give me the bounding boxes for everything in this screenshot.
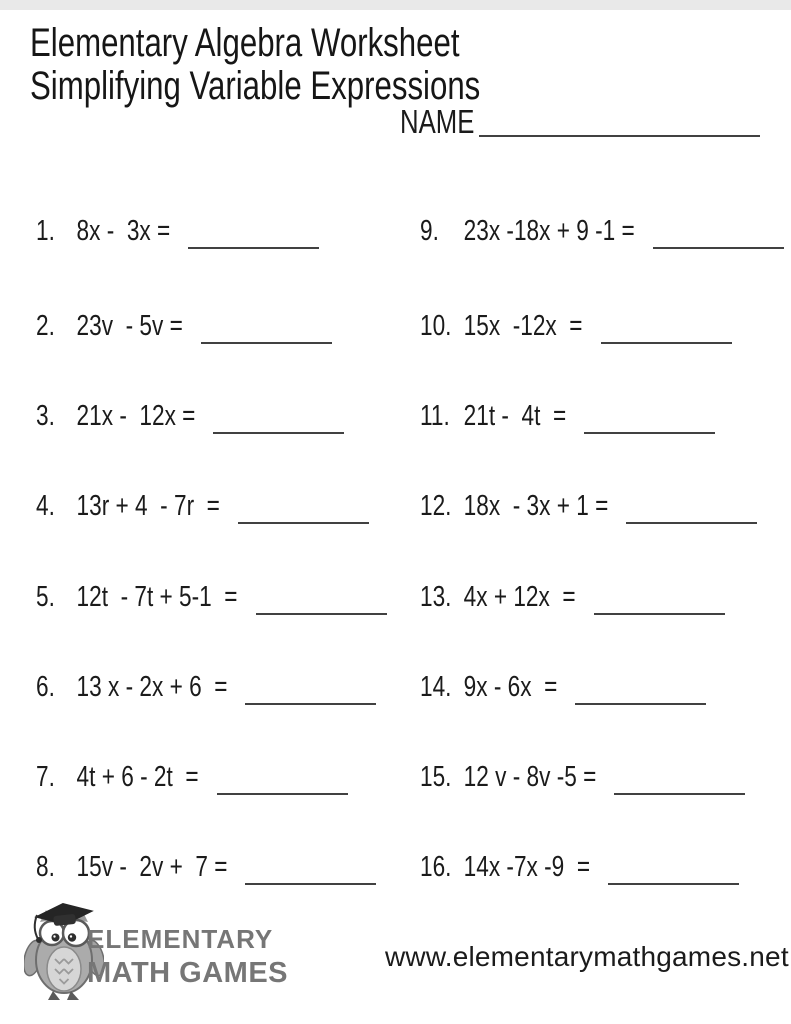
problem-row (420, 309, 791, 353)
answer-blank[interactable] (601, 342, 732, 344)
problem-number: 9. (420, 215, 439, 247)
answer-blank[interactable] (608, 883, 739, 885)
problem-number: 16. (420, 851, 452, 883)
problem-number: 12. (420, 490, 452, 522)
problem-row (420, 489, 791, 533)
answer-blank[interactable] (626, 522, 757, 524)
name-label: NAME (400, 103, 475, 140)
problem-row (36, 580, 407, 624)
header (30, 22, 791, 108)
problem-expression: 13 x - 2x + 6 = (76, 671, 228, 703)
answer-blank[interactable] (614, 793, 745, 795)
answer-blank[interactable] (238, 522, 369, 524)
problem-expression: 14x -7x -9 = (463, 851, 591, 883)
name-input-line[interactable] (479, 135, 760, 137)
problem-expression: 4x + 12x = (463, 581, 576, 613)
problem-row (36, 760, 407, 804)
website-url: www.elementarymathgames.net (385, 941, 789, 972)
problem-expression: 12t - 7t + 5-1 = (76, 581, 238, 613)
answer-blank[interactable] (201, 342, 332, 344)
problem-number: 4. (36, 490, 55, 522)
answer-blank[interactable] (188, 247, 319, 249)
problem-number: 10. (420, 310, 452, 342)
logo-line2: MATH GAMES (87, 957, 289, 989)
problem-row (420, 670, 791, 714)
name-row (400, 104, 780, 144)
problem-expression: 12 v - 8v -5 = (463, 761, 597, 793)
answer-blank[interactable] (213, 432, 344, 434)
problem-number: 14. (420, 671, 452, 703)
problem-number: 5. (36, 581, 55, 613)
page-title: Elementary Algebra Worksheet (30, 21, 460, 65)
problem-expression: 8x - 3x = (76, 215, 171, 247)
problem-expression: 13r + 4 - 7r = (76, 490, 220, 522)
problem-expression: 9x - 6x = (463, 671, 558, 703)
problem-row (36, 850, 407, 894)
answer-blank[interactable] (245, 703, 376, 705)
problem-row (36, 399, 407, 443)
answer-blank[interactable] (245, 883, 376, 885)
problem-number: 2. (36, 310, 55, 342)
answer-blank[interactable] (584, 432, 715, 434)
problem-row (420, 399, 791, 443)
problem-expression: 4t + 6 - 2t = (76, 761, 199, 793)
problem-number: 11. (420, 400, 450, 432)
problem-number: 7. (36, 761, 55, 793)
problem-number: 1. (36, 215, 55, 247)
page-subtitle: Simplifying Variable Expressions (30, 64, 481, 108)
problem-row (36, 489, 407, 533)
problem-row (36, 214, 407, 258)
answer-blank[interactable] (653, 247, 784, 249)
logo-wordmark (87, 924, 288, 989)
problem-number: 15. (420, 761, 452, 793)
scan-edge-strip (0, 0, 791, 10)
problem-number: 8. (36, 851, 55, 883)
problem-row (36, 670, 407, 714)
answer-blank[interactable] (256, 613, 387, 615)
answer-blank[interactable] (217, 793, 348, 795)
problem-expression: 15x -12x = (463, 310, 583, 342)
problem-row (420, 760, 791, 804)
problem-row (36, 309, 407, 353)
problem-expression: 15v - 2v + 7 = (76, 851, 228, 883)
problem-row (420, 850, 791, 894)
answer-blank[interactable] (594, 613, 725, 615)
problem-number: 3. (36, 400, 55, 432)
problem-expression: 21x - 12x = (76, 400, 196, 432)
logo-line1: ELEMENTARY (87, 924, 274, 954)
problem-expression: 21t - 4t = (463, 400, 567, 432)
problem-expression: 23v - 5v = (76, 310, 183, 342)
problem-expression: 23x -18x + 9 -1 = (463, 215, 635, 247)
problem-row (420, 580, 791, 624)
problem-row (420, 214, 791, 258)
problem-number: 6. (36, 671, 55, 703)
answer-blank[interactable] (575, 703, 706, 705)
problem-expression: 18x - 3x + 1 = (463, 490, 609, 522)
problem-number: 13. (420, 581, 452, 613)
